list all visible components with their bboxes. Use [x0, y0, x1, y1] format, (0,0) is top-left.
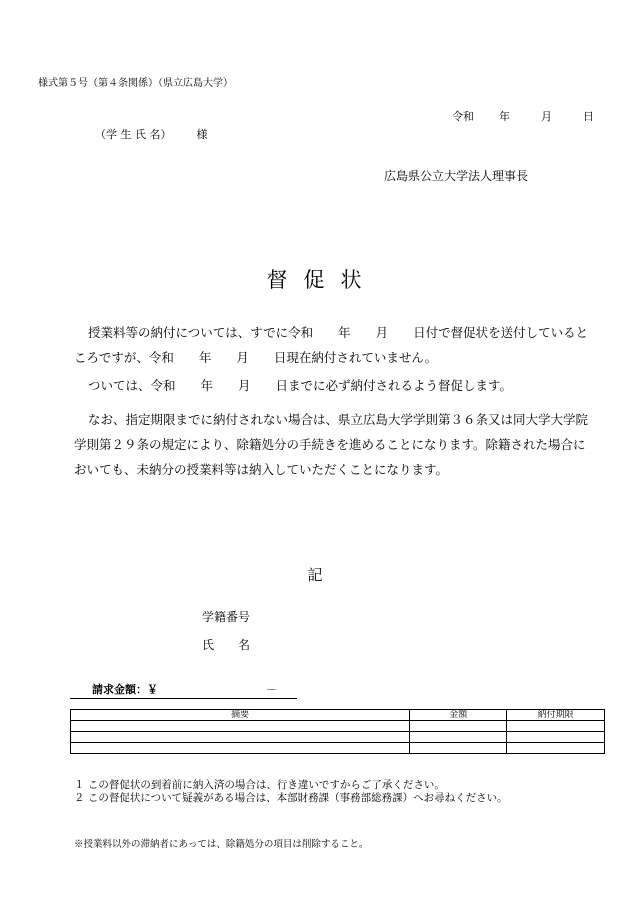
header-due-date: 納付期限	[507, 710, 605, 721]
claim-dash: －	[266, 683, 277, 696]
student-number-label: 学籍番号	[202, 610, 251, 624]
date-day: 日	[583, 110, 594, 123]
body-paragraph-1: 授業料等の納付については、すでに令和 年 月 日付で督促状を送付しているところですが、令和 年 月 日現在納付されていません。	[74, 325, 589, 365]
issue-date	[452, 108, 594, 124]
notes	[74, 779, 574, 805]
date-year: 年	[499, 110, 510, 123]
cell-description	[71, 743, 410, 754]
form-number: 様式第５号（第４条関係）（県立広島大学）	[38, 78, 233, 89]
cell-amount	[410, 743, 507, 754]
note-2: ２ この督促状について疑義がある場合は、本部財務課（事務部総務課）へお尋ねください。	[74, 792, 508, 804]
cell-amount	[410, 732, 507, 743]
recipient-honorific: 様	[196, 128, 208, 141]
fee-table	[70, 709, 605, 754]
table-header-row	[71, 710, 605, 721]
table-row	[71, 721, 605, 732]
date-era: 令和	[452, 110, 474, 123]
issuer: 広島県公立大学法人理事長	[384, 169, 529, 183]
recipient-label: （学 生 氏 名）	[95, 128, 172, 141]
remark: ※授業料以外の滞納者にあっては、除籍処分の項目は削除すること。	[74, 839, 369, 850]
cell-due-date	[507, 732, 605, 743]
cell-amount	[410, 721, 507, 732]
claim-label: 請求金額：￥	[92, 683, 158, 696]
document-title: 督促状	[266, 268, 378, 292]
record-heading: 記	[307, 566, 323, 584]
cell-description	[71, 732, 410, 743]
table-row	[71, 732, 605, 743]
cell-description	[71, 721, 410, 732]
body-paragraph-2: ついては、令和 年 月 日までに必ず納付されるよう督促します。	[88, 378, 513, 393]
header-description: 摘要	[71, 710, 410, 721]
cell-due-date	[507, 743, 605, 754]
date-month: 月	[541, 110, 552, 123]
body-paragraph-3: なお、指定期限までに納付されない場合は、県立広島大学学則第３６条又は同大学大学院学則第２９条の規定により、除籍処分の手続きを進めることになります。除籍された場合においても、未納分の授業料等は納入していただくことになります。	[74, 412, 589, 477]
cell-due-date	[507, 721, 605, 732]
table-row	[71, 743, 605, 754]
note-1: １ この督促状の到着前に納入済の場合は、行き違いですからご了承ください。	[74, 779, 445, 791]
claim-amount	[70, 681, 297, 699]
recipient	[95, 126, 208, 142]
header-amount: 金額	[410, 710, 507, 721]
name-label: 氏 名	[202, 638, 251, 652]
